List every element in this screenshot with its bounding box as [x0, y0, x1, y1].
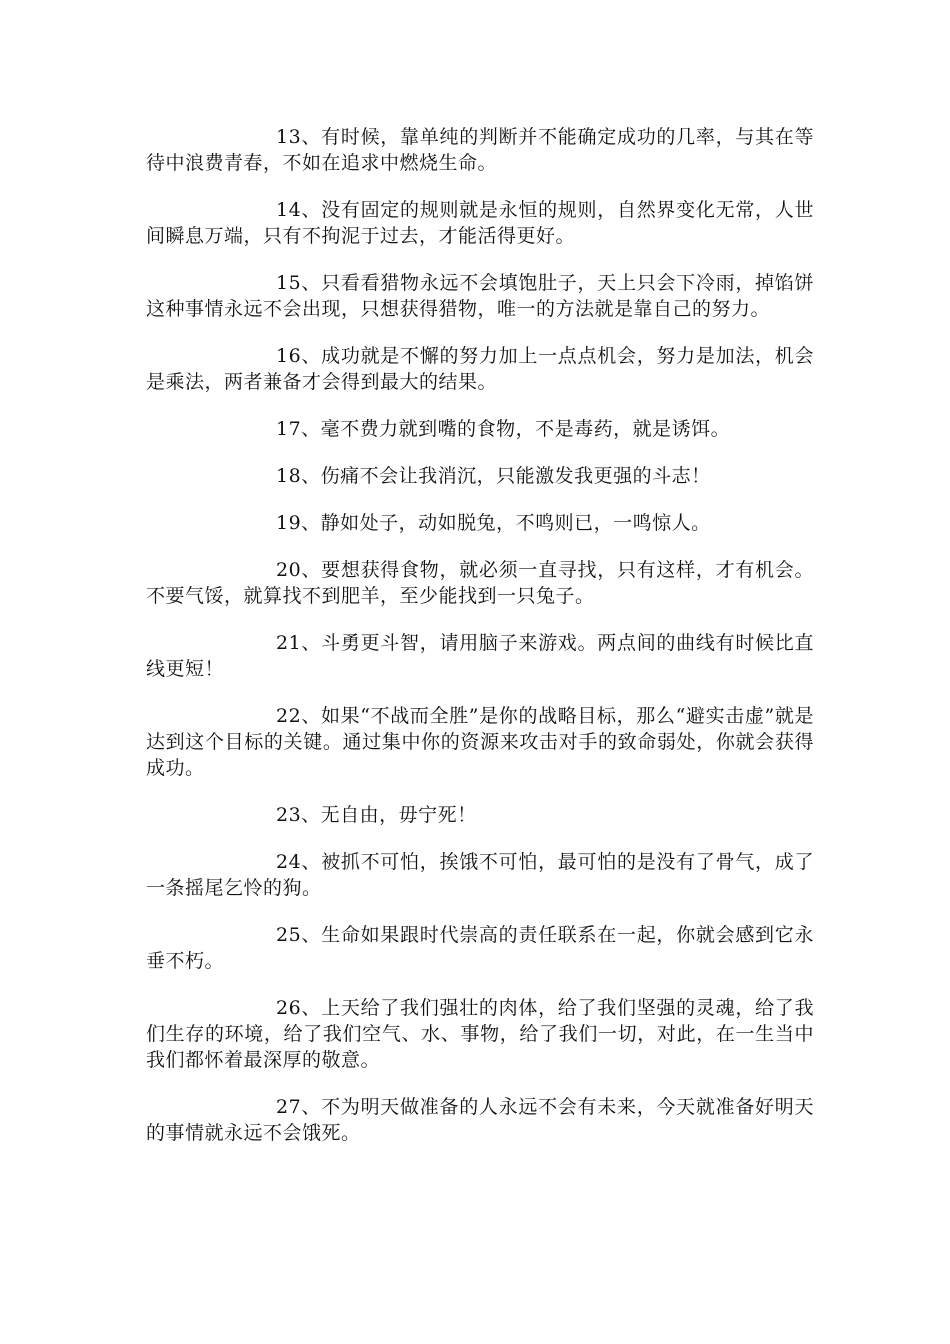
paragraph-22: 22、如果“不战而全胜”是你的战略目标，那么“避实击虚”就是达到这个目标的关键。通过集中你的资源来攻击对手的致命弱处，你就会获得成功。	[146, 705, 814, 779]
paragraph-26: 26、上天给了我们强壮的肉体，给了我们坚强的灵魂，给了我们生存的环境，给了我们空气、水、事物，给了我们一切，对此，在一生当中我们都怀着最深厚的敬意。	[146, 997, 814, 1071]
paragraph-19: 19、静如处子，动如脱兔，不鸣则已，一鸣惊人。	[276, 512, 711, 534]
paragraph-24: 24、被抓不可怕，挨饿不可怕，最可怕的是没有了骨气，成了一条摇尾乞怜的狗。	[146, 851, 814, 899]
paragraph-17: 17、毫不费力就到嘴的食物，不是毒药，就是诱饵。	[276, 418, 731, 440]
paragraph-20: 20、要想获得食物，就必须一直寻找，只有这样，才有机会。不要气馁，就算找不到肥羊，至少能找到一只兔子。	[146, 559, 814, 607]
document-body	[146, 124, 814, 1146]
paragraph-14: 14、没有固定的规则就是永恒的规则，自然界变化无常，人世间瞬息万端，只有不拘泥于过去，才能活得更好。	[146, 199, 814, 247]
paragraph-13: 13、有时候，靠单纯的判断并不能确定成功的几率，与其在等待中浪费青春，不如在追求中燃烧生命。	[146, 126, 814, 174]
paragraph-27: 27、不为明天做准备的人永远不会有未来，今天就准备好明天的事情就永远不会饿死。	[146, 1096, 814, 1144]
paragraph-16: 16、成功就是不懈的努力加上一点点机会，努力是加法，机会是乘法，两者兼备才会得到最大的结果。	[146, 345, 814, 393]
paragraph-21: 21、斗勇更斗智，请用脑子来游戏。两点间的曲线有时候比直线更短！	[146, 632, 814, 680]
paragraph-23: 23、无自由，毋宁死！	[276, 804, 477, 826]
paragraph-18: 18、伤痛不会让我消沉，只能激发我更强的斗志！	[276, 465, 711, 487]
paragraph-25: 25、生命如果跟时代崇高的责任联系在一起，你就会感到它永垂不朽。	[146, 924, 814, 972]
paragraph-15: 15、只看看猎物永远不会填饱肚子，天上只会下冷雨，掉馅饼这种事情永远不会出现，只想获得猎物，唯一的方法就是靠自己的努力。	[146, 272, 814, 320]
